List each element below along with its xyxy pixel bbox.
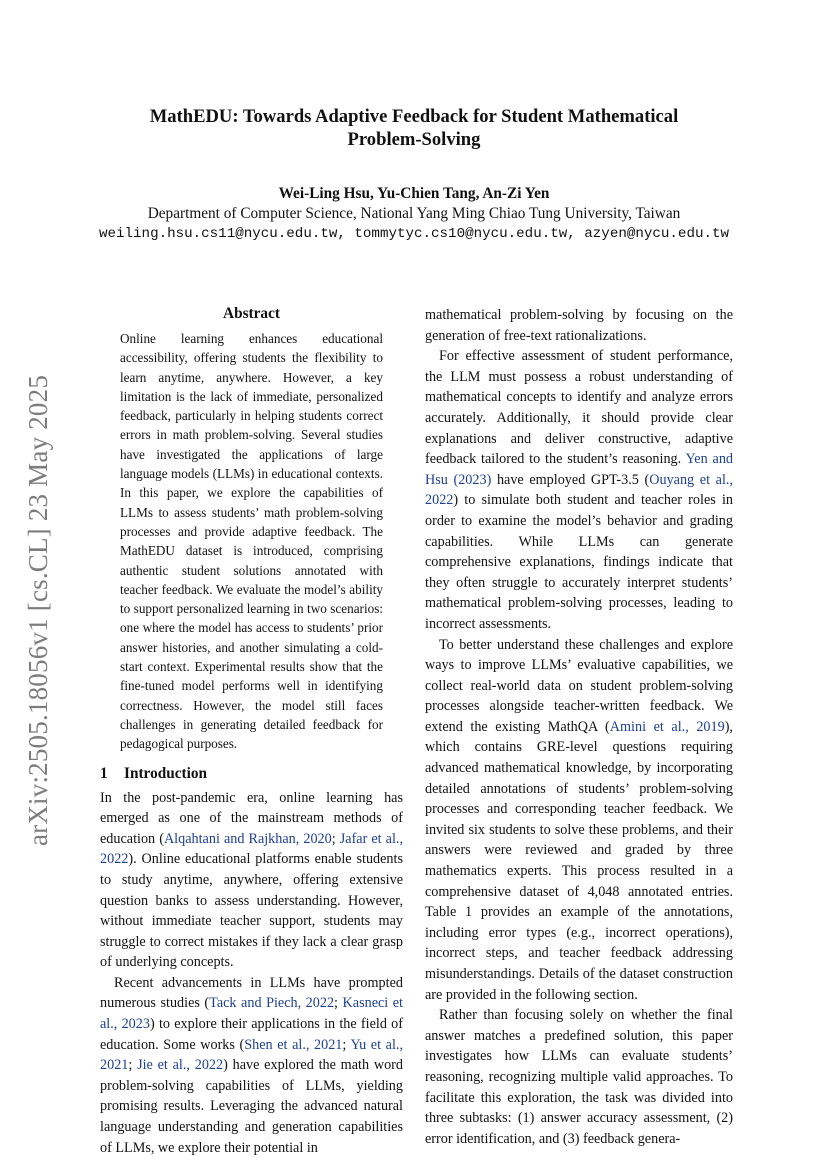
text-run: For effective assessment of student performance, the LLM must possess a robust understanding of mathematical concepts to identify and analyze errors accurately. Additionally, it should provide clear explanations and deliver constructive, adaptive feedback tailored to the student’s reasoning. (425, 348, 733, 468)
citation-link[interactable]: Amini et al., 2019 (609, 718, 725, 735)
text-run: ) to explore their applications in the field of education. Some works ( (100, 1016, 403, 1053)
intro-paragraph-4 (425, 346, 733, 634)
text-run: ), which contains GRE-level questions requiring advanced mathematical knowledge, by incorporating detailed annotations of students’ problem-solving processes and corresponding teacher feedback. We invited six students to solve these problems, and their answers were reviewed and graded by three mathematics experts. This process resulted in a comprehensive dataset of 4,048 annotated entries. Table 1 provides an example of the annotations, including error types (e.g., incorrect operations), incorrect steps, and teacher feedback addressing misunderstandings. Details of the dataset construction are provided in the following section. (425, 718, 733, 1003)
intro-paragraph-6 (425, 1005, 733, 1149)
intro-paragraph-1 (100, 788, 403, 973)
section-heading-introduction (100, 765, 403, 783)
citation-link[interactable]: Jafar et al., 2022 (100, 830, 403, 868)
text-run: have employed GPT-3.5 ( (491, 471, 650, 488)
section-title: Introduction (124, 764, 208, 782)
left-column (100, 305, 403, 1158)
arxiv-side-stamp (22, 360, 56, 860)
citation-link[interactable]: Ouyang et al., 2022 (425, 471, 733, 509)
text-run: Rather than focusing solely on whether the final answer matches a predefined solution, this paper investigates how LLMs can evaluate students’ reasoning, recognizing multiple valid approaches. To facilitate this exploration, the task was divided into three subtasks: (1) answer accuracy assessment, (2) error identification, and (3) feedback genera- (425, 1007, 733, 1147)
paper-title (100, 106, 728, 151)
title-line-1: MathEDU: Towards Adaptive Feedback for Student Mathematical (149, 106, 679, 127)
text-run: ) to simulate both student and teacher roles in order to examine the model’s behavior and grading capabilities. While LLMs can generate comprehensive explanations, findings indicate that they often struggle to accurately interpret students’ mathematical problem-solving processes, leading to incorrect assessments. (425, 492, 733, 632)
intro-paragraph-2 (100, 973, 403, 1158)
affiliation: Department of Computer Science, National Yang Ming Chiao Tung University, Taiwan (147, 205, 681, 222)
text-run: mathematical problem-solving by focusing on the generation of free-text rationalizations. (425, 307, 733, 344)
citation-link[interactable]: Jie et al., 2022 (137, 1057, 224, 1074)
section-number: 1 (100, 764, 108, 782)
text-run: To better understand these challenges and explore ways to improve LLMs’ evaluative capabilities, we collect real-world data on student problem-solving processes alongside teacher-written feedback. We extend the existing MathQA ( (425, 636, 733, 735)
intro-paragraph-3 (425, 305, 733, 346)
title-line-2: Problem-Solving (347, 128, 481, 150)
citation-link[interactable]: Kasneci et al., 2023 (100, 995, 403, 1033)
text-run: In the post-pandemic era, online learning has emerged as one of the mainstream methods of education ( (100, 789, 403, 847)
text-run: ) have explored the math word problem-solving capabilities of LLMs, yielding promising results. Leveraging the advanced natural language understanding and generation capabilities of LLMs, we explore their potential in (100, 1057, 403, 1156)
text-run: ; (334, 995, 343, 1012)
arxiv-identifier: arXiv:2505.18056v1 [cs.CL] 23 May 2025 (23, 374, 54, 846)
citation-link[interactable]: Shen et al., 2021 (244, 1036, 343, 1053)
author-list: Wei-Ling Hsu, Yu-Chien Tang, An-Zi Yen (278, 185, 550, 202)
abstract-text: Online learning enhances educational accessibility, offering students the flexibility to learn anytime, anywhere. However, a key limitation is the lack of immediate, personalized feedback, particularly in helping students correct errors in math problem-solving. Several studies have investigated the applications of large language models (LLMs) in educational contexts. In this paper, we explore the capabilities of LLMs to assess students’ math problem-solving processes and provide adaptive feedback. The MathEDU dataset is introduced, comprising authentic student solutions annotated with teacher feedback. We evaluate the model’s ability to support personalized learning in two scenarios: one where the model has access to students’ prior answer histories, and another simulating a cold-start context. Experimental results show that the fine-tuned model performs well in identifying correctness. However, the model still faces challenges in generating detailed feedback for pedagogical purposes. (120, 331, 383, 752)
text-run: ; (331, 830, 340, 847)
text-run: Recent advancements in LLMs have prompted numerous studies ( (100, 974, 403, 1012)
intro-paragraph-5 (425, 635, 733, 1006)
right-column (425, 305, 733, 1149)
citation-link[interactable]: Yen and Hsu (2023) (425, 451, 734, 488)
text-run: ; (342, 1036, 351, 1053)
citation-link[interactable]: Yu et al., 2021 (100, 1036, 403, 1074)
citation-link[interactable]: Tack and Piech, 2022 (209, 995, 335, 1012)
text-run: ; (128, 1057, 138, 1074)
abstract-heading: Abstract (223, 305, 280, 322)
citation-link[interactable]: Alqahtani and Rajkhan, 2020 (163, 830, 332, 847)
text-run: ). Online educational platforms enable students to study anytime, anywhere, offering extensive question banks to assess understanding. However, without immediate teacher support, students may struggle to correct mistakes if they lack a clear grasp of underlying concepts. (100, 851, 403, 971)
author-emails: weiling.hsu.cs11@nycu.edu.tw, tommytyc.cs10@nycu.edu.tw, azyen@nycu.edu.tw (98, 226, 730, 242)
